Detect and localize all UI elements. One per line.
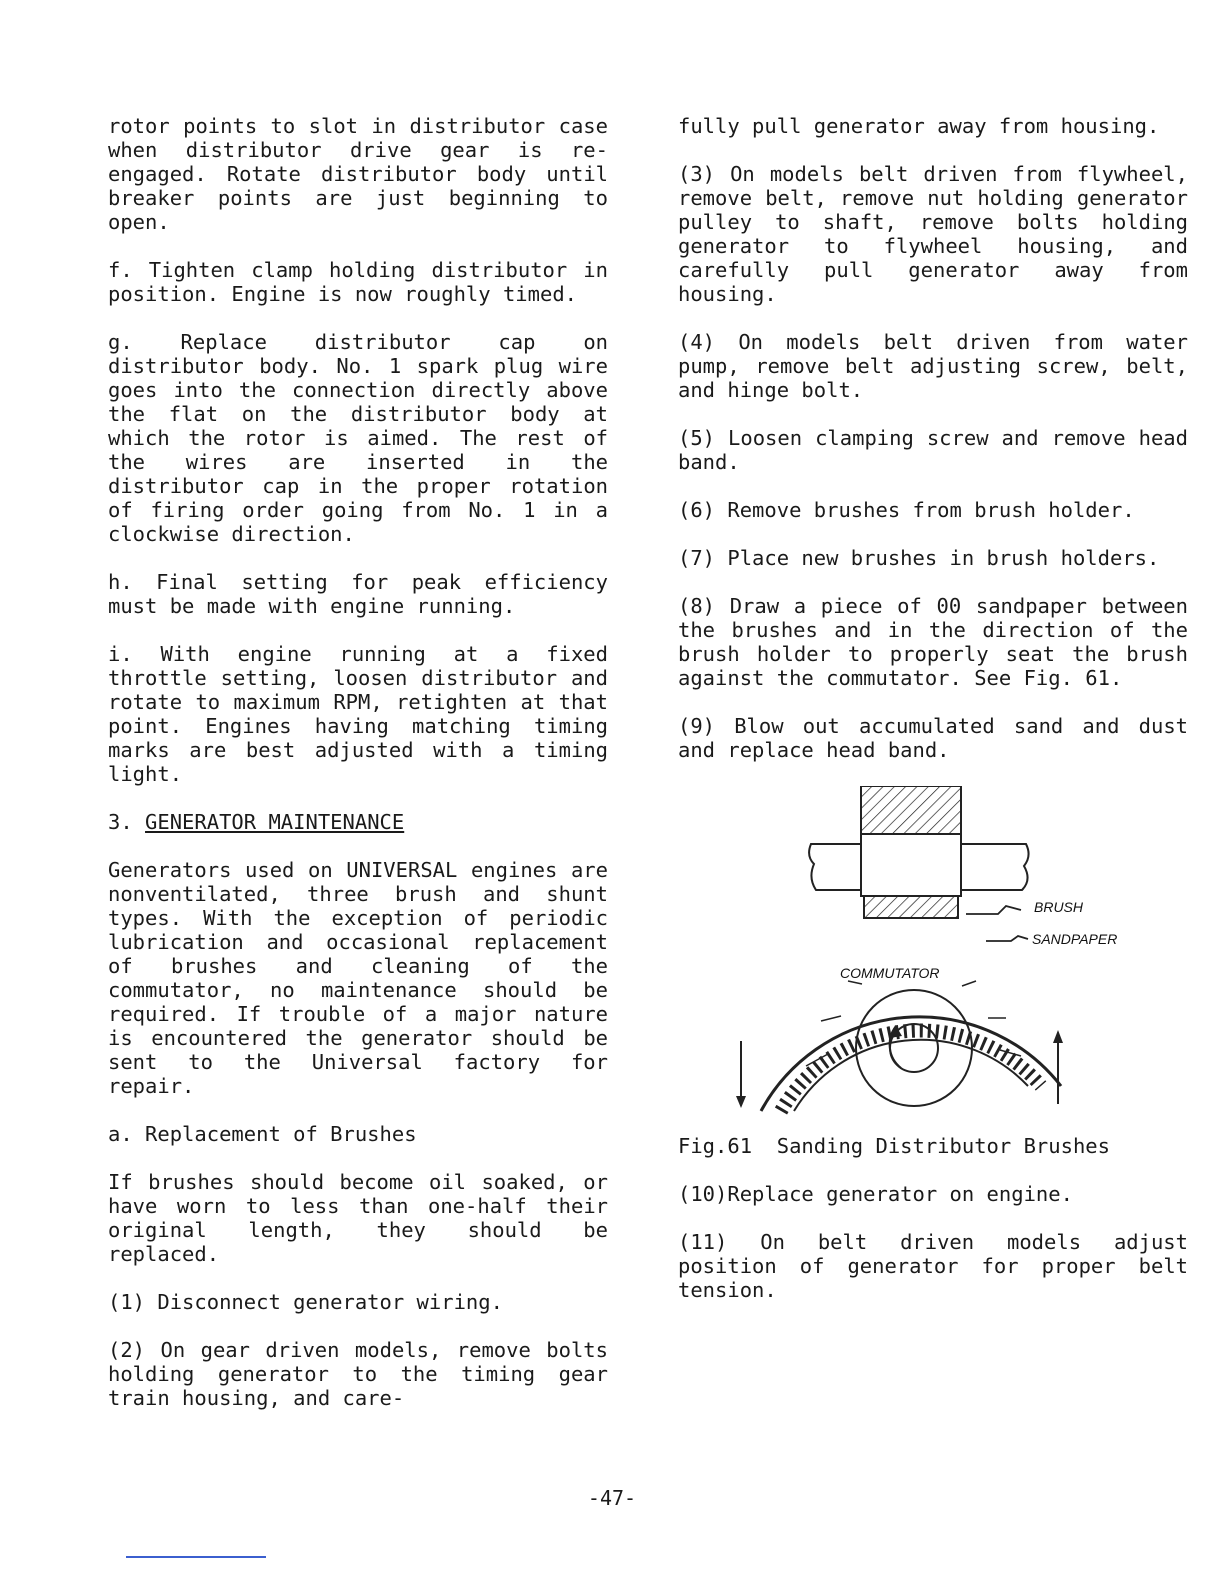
- paragraph-step-f: f. Tighten clamp holding distributor in position. Engine is now roughly timed.: [108, 258, 608, 306]
- step-10: (10)Replace generator on engine.: [678, 1182, 1073, 1206]
- section-title: GENERATOR MAINTENANCE: [145, 810, 405, 834]
- commutator-illustration: [736, 786, 1156, 1126]
- left-column: [108, 114, 608, 1410]
- step-11: (11) On belt driven models adjust position of generator for proper belt tension.: [678, 1230, 1188, 1302]
- step-9: (9) Blow out accumulated sand and dust and replace head band.: [678, 714, 1188, 762]
- sandpaper-leader: [986, 936, 1028, 941]
- figure-caption: Fig.61 Sanding Distributor Brushes: [678, 1134, 1110, 1158]
- paragraph-step-g: g. Replace distributor cap on distributor body. No. 1 spark plug wire goes into the connection directly above the flat on the distributor body at which the rotor is aimed. The rest of the wires are inserted in the distributor cap in the proper rotation of firing order going from No. 1 in a clockwise direction.: [108, 330, 608, 546]
- right-column: [678, 114, 1188, 1302]
- brush-holder-top: [861, 786, 961, 834]
- brush: [864, 896, 958, 918]
- section-heading: [108, 810, 608, 834]
- step-6: (6) Remove brushes from brush holder.: [678, 498, 1135, 522]
- paragraph-generators: Generators used on UNIVERSAL engines are nonventilated, three brush and shunt types. With the exception of periodic lubrication and occasional replacement of brushes and cleaning of the commutator, no maintenance should be required. If trouble of a major nature is encountered the generator should be sent to the Universal factory for repair.: [108, 858, 608, 1098]
- section-number: 3.: [108, 810, 133, 834]
- step-1: (1) Disconnect generator wiring.: [108, 1290, 503, 1314]
- brush-leader: [966, 906, 1021, 914]
- step-8: (8) Draw a piece of 00 sandpaper between the brushes and in the direction of the brush holder to properly seat the brush against the commutator. See Fig. 61.: [678, 594, 1188, 690]
- step-4: (4) On models belt driven from water pump, remove belt adjusting screw, belt, and hinge bolt.: [678, 330, 1188, 402]
- footer-rule: [126, 1556, 266, 1558]
- paragraph-rotor-points: rotor points to slot in distributor case when distributor drive gear is re-engaged. Rotate distributor body until breaker points are just beginning to open.: [108, 114, 608, 234]
- paragraph-step-i: i. With engine running at a fixed throttle setting, loosen distributor and rotate to maximum RPM, retighten at that point. Engines having matching timing marks are best adjusted with a timing light.: [108, 642, 608, 786]
- step-2: (2) On gear driven models, remove bolts holding generator to the timing gear train housing, and care-: [108, 1338, 608, 1410]
- commutator-inner: [794, 1040, 1028, 1111]
- label-sandpaper: SANDPAPER: [1032, 931, 1118, 947]
- step-2-continued: fully pull generator away from housing.: [678, 114, 1160, 138]
- label-commutator: COMMUTATOR: [840, 965, 940, 981]
- figure-61-diagram: [736, 786, 1156, 1126]
- paragraph-brushes: If brushes should become oil soaked, or have worn to less than one-half their original length, they should be replaced.: [108, 1170, 608, 1266]
- brush-holder-body: [861, 834, 961, 896]
- commutator-outer: [761, 1017, 1061, 1111]
- label-brush: BRUSH: [1034, 899, 1084, 915]
- sandpaper-strip: [781, 1031, 1041, 1111]
- paragraph-step-h: h. Final setting for peak efficiency must be made with engine running.: [108, 570, 608, 618]
- step-5: (5) Loosen clamping screw and remove head band.: [678, 426, 1188, 474]
- subheading-replacement-of-brushes: a. Replacement of Brushes: [108, 1122, 417, 1146]
- holder-arm-right: [961, 844, 1029, 890]
- step-7: (7) Place new brushes in brush holders.: [678, 546, 1160, 570]
- holder-arm-left: [809, 844, 861, 890]
- step-3: (3) On models belt driven from flywheel, remove belt, remove nut holding generator pulley to shaft, remove bolts holding generator to flywheel housing, and carefully pull generator away from housing.: [678, 162, 1188, 306]
- page-number: -47-: [587, 1486, 637, 1510]
